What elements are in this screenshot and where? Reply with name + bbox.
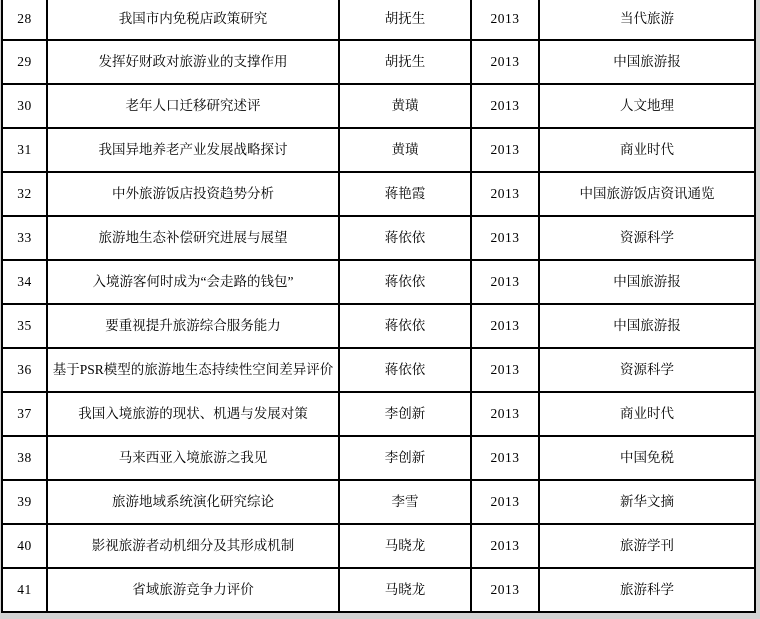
author-cell: 黄璜 bbox=[339, 84, 471, 128]
source-cell: 中国免税 bbox=[539, 436, 755, 480]
year-cell: 2013 bbox=[471, 568, 539, 612]
source-cell: 中国旅游报 bbox=[539, 304, 755, 348]
publications-table bbox=[1, 0, 756, 613]
row-number: 31 bbox=[2, 128, 47, 172]
title-cell: 我国入境旅游的现状、机遇与发展对策 bbox=[47, 392, 339, 436]
row-number: 33 bbox=[2, 216, 47, 260]
title-cell: 旅游地生态补偿研究进展与展望 bbox=[47, 216, 339, 260]
source-cell: 当代旅游 bbox=[539, 0, 755, 40]
table-row bbox=[2, 216, 755, 260]
author-cell: 胡抚生 bbox=[339, 0, 471, 40]
year-cell: 2013 bbox=[471, 260, 539, 304]
author-cell: 胡抚生 bbox=[339, 40, 471, 84]
year-cell: 2013 bbox=[471, 216, 539, 260]
title-cell: 老年人口迁移研究述评 bbox=[47, 84, 339, 128]
author-cell: 黄璜 bbox=[339, 128, 471, 172]
source-cell: 资源科学 bbox=[539, 348, 755, 392]
author-cell: 李雪 bbox=[339, 480, 471, 524]
row-number: 35 bbox=[2, 304, 47, 348]
year-cell: 2013 bbox=[471, 128, 539, 172]
table-row bbox=[2, 260, 755, 304]
title-cell: 马来西亚入境旅游之我见 bbox=[47, 436, 339, 480]
row-number: 38 bbox=[2, 436, 47, 480]
year-cell: 2013 bbox=[471, 436, 539, 480]
year-cell: 2013 bbox=[471, 524, 539, 568]
author-cell: 蒋依依 bbox=[339, 260, 471, 304]
table-row bbox=[2, 0, 755, 40]
source-cell: 旅游学刊 bbox=[539, 524, 755, 568]
author-cell: 李创新 bbox=[339, 436, 471, 480]
row-number: 41 bbox=[2, 568, 47, 612]
year-cell: 2013 bbox=[471, 392, 539, 436]
title-cell: 中外旅游饭店投资趋势分析 bbox=[47, 172, 339, 216]
title-cell: 影视旅游者动机细分及其形成机制 bbox=[47, 524, 339, 568]
source-cell: 商业时代 bbox=[539, 392, 755, 436]
year-cell: 2013 bbox=[471, 84, 539, 128]
row-number: 34 bbox=[2, 260, 47, 304]
row-number: 40 bbox=[2, 524, 47, 568]
table-row bbox=[2, 568, 755, 612]
row-number: 39 bbox=[2, 480, 47, 524]
row-number: 28 bbox=[2, 0, 47, 40]
row-number: 29 bbox=[2, 40, 47, 84]
title-cell: 我国异地养老产业发展战略探讨 bbox=[47, 128, 339, 172]
title-cell: 我国市内免税店政策研究 bbox=[47, 0, 339, 40]
author-cell: 蒋依依 bbox=[339, 304, 471, 348]
title-cell: 要重视提升旅游综合服务能力 bbox=[47, 304, 339, 348]
year-cell: 2013 bbox=[471, 348, 539, 392]
year-cell: 2013 bbox=[471, 480, 539, 524]
row-number: 32 bbox=[2, 172, 47, 216]
year-cell: 2013 bbox=[471, 304, 539, 348]
title-cell: 旅游地域系统演化研究综论 bbox=[47, 480, 339, 524]
table-row bbox=[2, 392, 755, 436]
row-number: 36 bbox=[2, 348, 47, 392]
author-cell: 蒋艳霞 bbox=[339, 172, 471, 216]
row-number: 30 bbox=[2, 84, 47, 128]
source-cell: 中国旅游饭店资讯通览 bbox=[539, 172, 755, 216]
source-cell: 中国旅游报 bbox=[539, 40, 755, 84]
table-row bbox=[2, 40, 755, 84]
author-cell: 李创新 bbox=[339, 392, 471, 436]
table-row bbox=[2, 304, 755, 348]
author-cell: 蒋依依 bbox=[339, 216, 471, 260]
title-cell: 基于PSR模型的旅游地生态持续性空间差异评价 bbox=[47, 348, 339, 392]
table-row bbox=[2, 128, 755, 172]
title-cell: 发挥好财政对旅游业的支撑作用 bbox=[47, 40, 339, 84]
source-cell: 新华文摘 bbox=[539, 480, 755, 524]
author-cell: 蒋依依 bbox=[339, 348, 471, 392]
source-cell: 人文地理 bbox=[539, 84, 755, 128]
year-cell: 2013 bbox=[471, 40, 539, 84]
row-number: 37 bbox=[2, 392, 47, 436]
source-cell: 中国旅游报 bbox=[539, 260, 755, 304]
table-row bbox=[2, 84, 755, 128]
year-cell: 2013 bbox=[471, 0, 539, 40]
author-cell: 马晓龙 bbox=[339, 524, 471, 568]
title-cell: 省域旅游竞争力评价 bbox=[47, 568, 339, 612]
table-row bbox=[2, 480, 755, 524]
author-cell: 马晓龙 bbox=[339, 568, 471, 612]
source-cell: 商业时代 bbox=[539, 128, 755, 172]
title-cell: 入境游客何时成为“会走路的钱包” bbox=[47, 260, 339, 304]
table-row bbox=[2, 524, 755, 568]
table-row bbox=[2, 172, 755, 216]
year-cell: 2013 bbox=[471, 172, 539, 216]
table-row bbox=[2, 348, 755, 392]
source-cell: 资源科学 bbox=[539, 216, 755, 260]
table-row bbox=[2, 436, 755, 480]
source-cell: 旅游科学 bbox=[539, 568, 755, 612]
